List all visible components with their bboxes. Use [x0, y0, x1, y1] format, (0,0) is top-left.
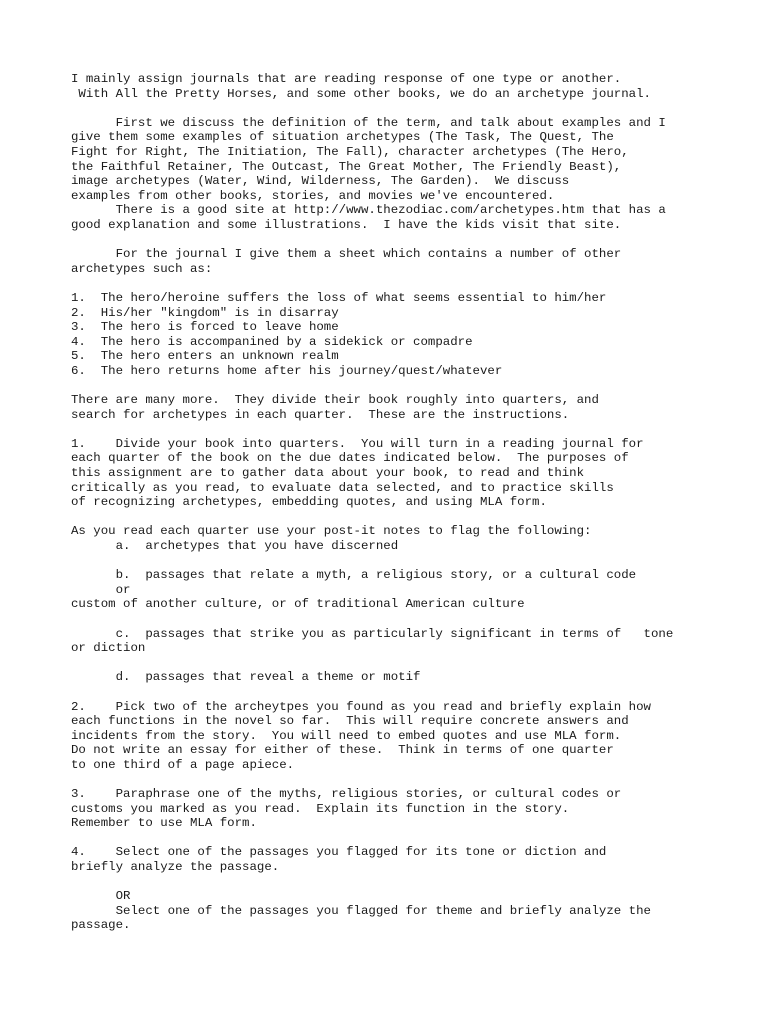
document-line: briefly analyze the passage. [71, 860, 280, 875]
document-line: archetypes such as: [71, 261, 213, 276]
document-line: With All the Pretty Horses, and some other books, we do an archetype journal. [71, 86, 651, 101]
document-line: of recognizing archetypes, embedding quotes, and using MLA form. [71, 495, 547, 510]
document-line: 3. The hero is forced to leave home [71, 320, 339, 335]
document-line: Fight for Right, The Initiation, The Fall), character archetypes (The Hero, [71, 144, 629, 159]
document-line: 4. Select one of the passages you flagged for its tone or diction and [71, 845, 607, 860]
document-line: each quarter of the book on the due dates indicated below. The purposes of [71, 451, 629, 466]
document-line [71, 101, 751, 116]
document-line: this assignment are to gather data about your book, to read and think [71, 466, 585, 481]
document-line: critically as you read, to evaluate data selected, and to practice skills [71, 480, 614, 495]
document-line: 6. The hero returns home after his journey/quest/whatever [71, 363, 503, 378]
document-line [71, 656, 751, 671]
document-line: each functions in the novel so far. This will require concrete answers and [71, 714, 629, 729]
document-line [71, 510, 751, 525]
document-line: There are many more. They divide their book roughly into quarters, and [71, 393, 599, 408]
document-line [71, 276, 751, 291]
document-line: I mainly assign journals that are reading response of one type or another. [71, 72, 622, 86]
document-line: 3. Paraphrase one of the myths, religious stories, or cultural codes or [71, 787, 622, 802]
document-line: 5. The hero enters an unknown realm [71, 349, 339, 364]
document-line [71, 831, 751, 846]
document-line: Select one of the passages you flagged for theme and briefly analyze the [71, 903, 651, 918]
document-line [71, 685, 751, 700]
document-line: As you read each quarter use your post-it notes to flag the following: [71, 524, 592, 539]
document-line: incidents from the story. You will need to embed quotes and use MLA form. [71, 728, 622, 743]
document-line [71, 422, 751, 437]
document-line: 4. The hero is accompanined by a sidekick or compadre [71, 334, 473, 349]
document-page [71, 72, 751, 933]
document-line: give them some examples of situation archetypes (The Task, The Quest, The [71, 130, 614, 145]
document-line: 2. His/her "kingdom" is in disarray [71, 305, 339, 320]
document-line [71, 233, 751, 248]
document-line: c. passages that strike you as particularly significant in terms of tone [71, 626, 674, 641]
document-line: b. passages that relate a myth, a religious story, or a cultural code [71, 568, 637, 583]
document-line: examples from other books, stories, and movies we've encountered. [71, 188, 555, 203]
document-line: or diction [71, 641, 146, 656]
document-line [71, 554, 751, 569]
document-line: custom of another culture, or of traditional American culture [71, 597, 525, 612]
document-line: to one third of a page apiece. [71, 757, 295, 772]
document-line: search for archetypes in each quarter. These are the instructions. [71, 407, 570, 422]
document-line: customs you marked as you read. Explain its function in the story. [71, 801, 570, 816]
document-line [71, 378, 751, 393]
document-line [71, 612, 751, 627]
document-line: passage. [71, 918, 131, 933]
document-line: a. archetypes that you have discerned [71, 539, 399, 553]
document-line: 1. Divide your book into quarters. You will turn in a reading journal for [71, 436, 644, 451]
document-line: 2. Pick two of the archeytpes you found as you read and briefly explain how [71, 699, 651, 714]
document-line [71, 875, 751, 890]
document-line: 1. The hero/heroine suffers the loss of what seems essential to him/her [71, 290, 607, 305]
document-line: Remember to use MLA form. [71, 816, 257, 831]
document-line: or [71, 582, 131, 597]
document-line: the Faithful Retainer, The Outcast, The Great Mother, The Friendly Beast), [71, 159, 622, 174]
document-line [71, 773, 751, 788]
document-line: image archetypes (Water, Wind, Wilderness, The Garden). We discuss [71, 174, 570, 189]
document-line: There is a good site at http://www.thezodiac.com/archetypes.htm that has a [71, 203, 666, 218]
document-line: For the journal I give them a sheet which contains a number of other [71, 247, 622, 262]
document-line: First we discuss the definition of the term, and talk about examples and I [71, 115, 666, 130]
document-line: Do not write an essay for either of these. Think in terms of one quarter [71, 743, 614, 758]
document-line: good explanation and some illustrations. I have the kids visit that site. [71, 217, 622, 232]
document-line: d. passages that reveal a theme or motif [71, 670, 421, 685]
document-line: OR [71, 889, 131, 904]
